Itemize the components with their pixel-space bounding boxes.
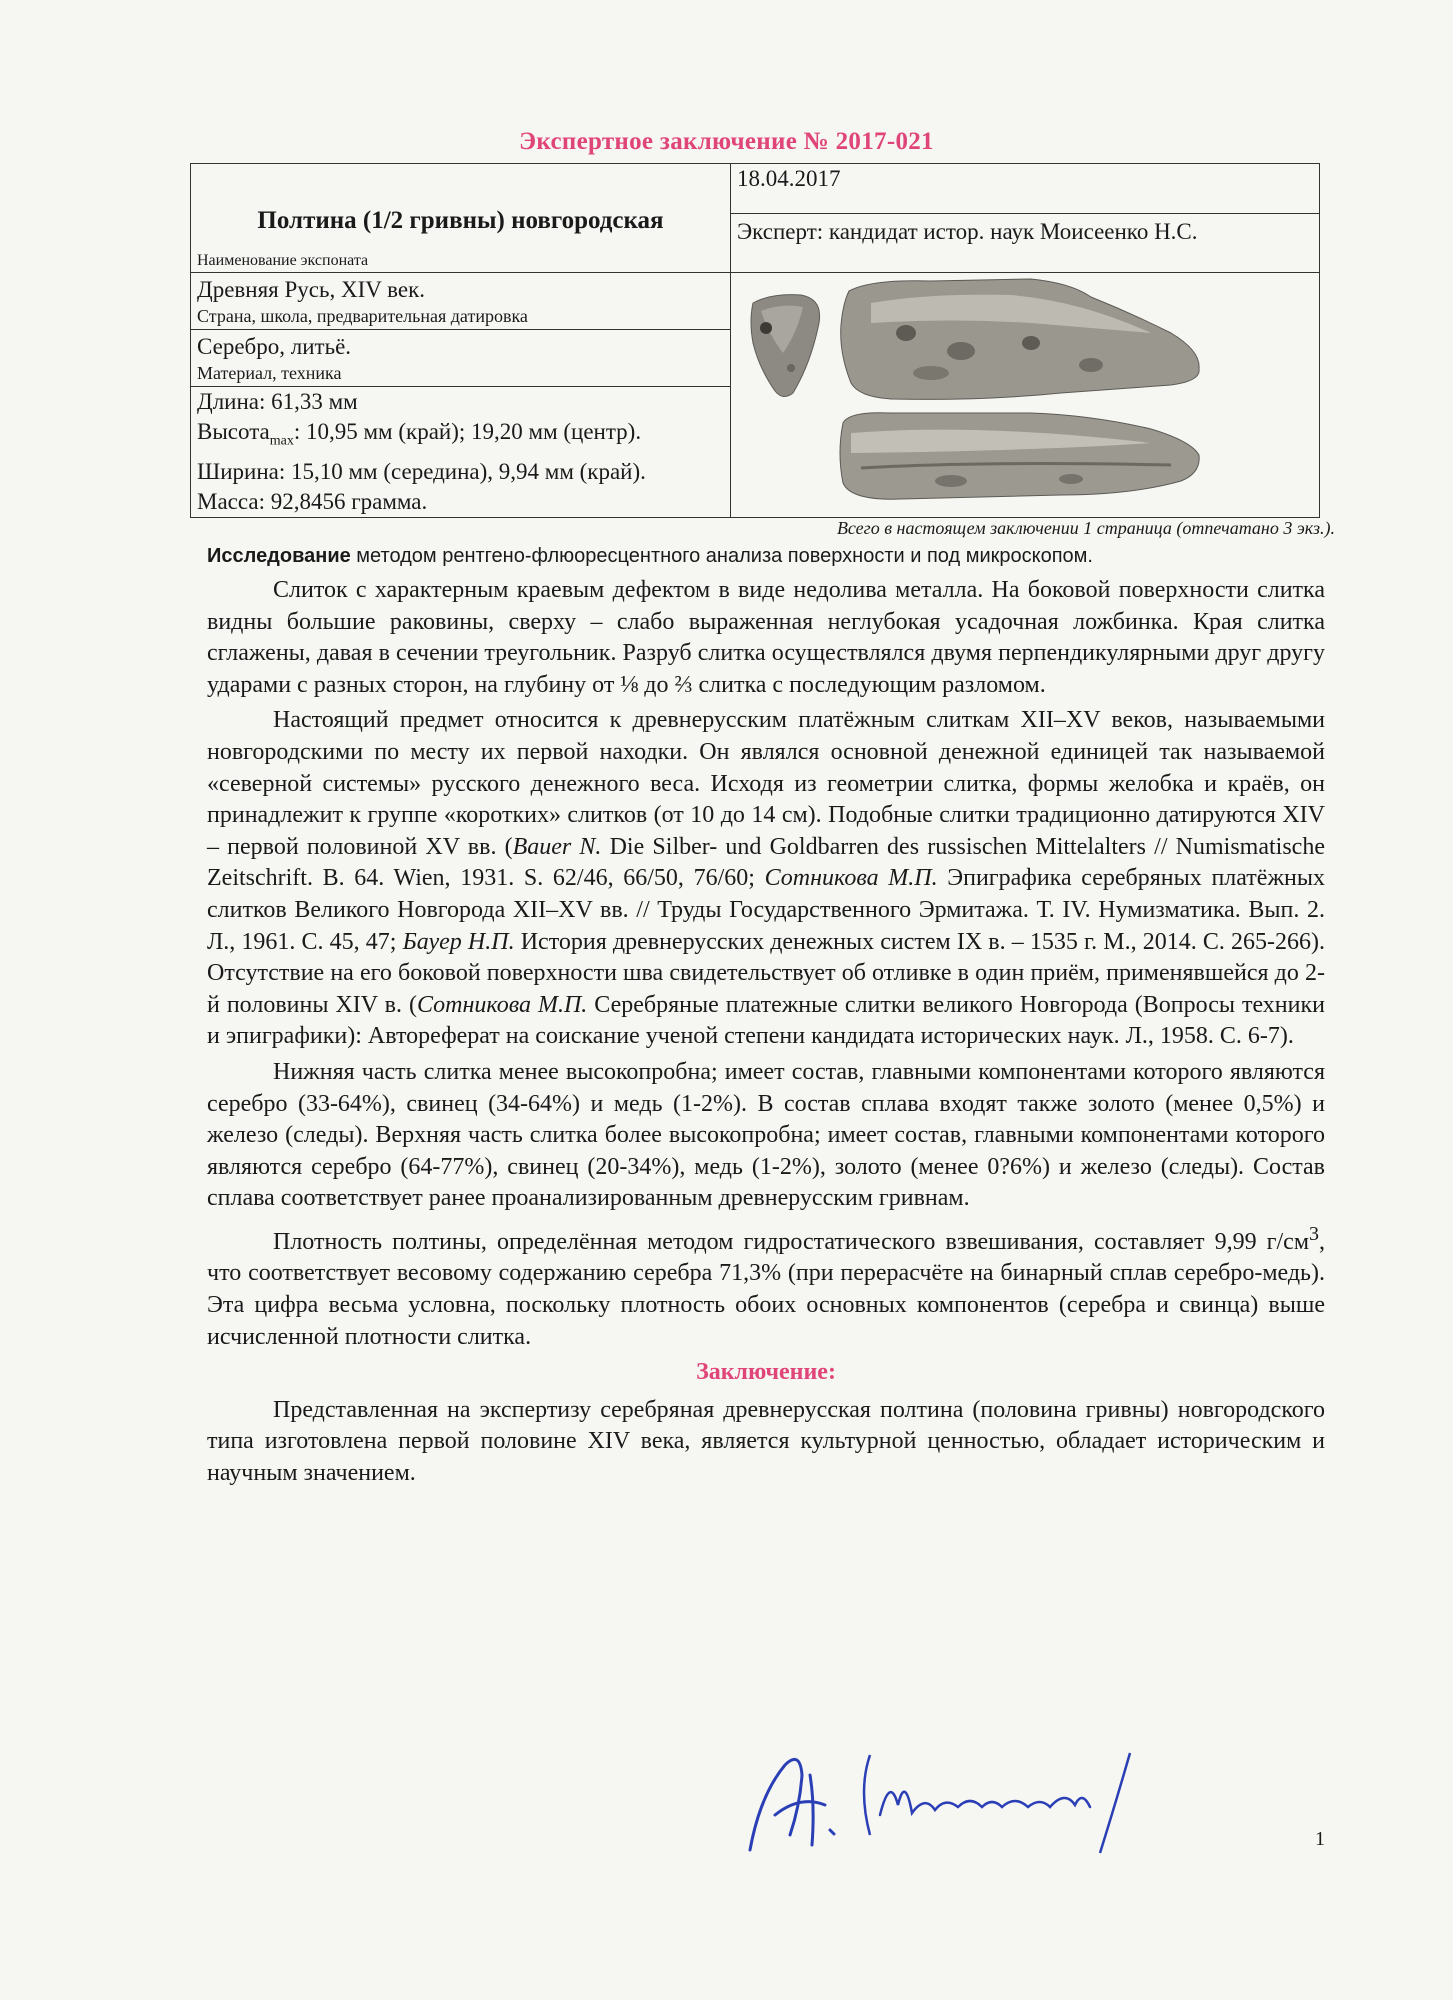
height-prefix: Высота bbox=[197, 419, 270, 444]
exhibit-card-table bbox=[190, 163, 1320, 518]
material-label: Материал, техника bbox=[197, 363, 342, 383]
p2-author-1: Bauer N. bbox=[512, 833, 602, 860]
p4-part-b: , что соответствует весовому содержанию серебра 71,3% (при перерасчёте на бинарный сплав серебро-медь). Эта цифра весьма условна, поскольку плотность обоих основных компонентов (серебра и свинца) выше исчисленной плотности слитка. bbox=[207, 1228, 1325, 1350]
paragraph-4 bbox=[207, 1219, 1325, 1353]
ingot-top-view-photo bbox=[840, 413, 1199, 499]
p2-part-c: Эпиграфика серебряных платёжных слитков Великого Новгорода XII–XV вв. // Труды Государственного Эрмитажа. Т. IV. Нумизматика. Вып. 2. Л., 1961. С. 45, 47; bbox=[207, 865, 1325, 955]
paragraph-2 bbox=[207, 705, 1325, 1053]
origin-cell bbox=[191, 273, 731, 330]
length-value: Длина: 61,33 мм bbox=[197, 389, 358, 414]
origin-value: Древняя Русь, XIV век. bbox=[197, 277, 426, 302]
p2-part-a: Настоящий предмет относится к древнерусским платёжным слиткам XII–XV веков, называемыми новгородскими по месту их первой находки. Он являлся основной денежной единицей так называемой «северной системы» русского денежного веса. Исходя из геометрии слитка, формы желобка и краёв, он принадлежит к группе «коротких» слитков (от 10 до 14 см). Подобные слитки традиционно датируются XIV – первой половиной XV вв. ( bbox=[207, 707, 1325, 860]
research-bold: Исследование bbox=[207, 545, 351, 567]
p2-author-2: Сотникова М.П. bbox=[764, 865, 938, 892]
report-body bbox=[207, 575, 1325, 1494]
mass-value: Масса: 92,8456 грамма. bbox=[197, 488, 428, 514]
exhibit-name: Полтина (1/2 гривны) новгородская bbox=[257, 207, 664, 234]
paragraph-1: Слиток с характерным краевым дефектом в виде недолива металла. На боковой поверхности слитка видны большие раковины, сверху – слабо выраженная неглубокая усадочная ложбинка. Края слитка сглажены, давая в сечении треугольник. Разруб слитка осуществлялся двумя перпендикулярными друг другу ударами с разных сторон, на глубину от ⅛ до ⅔ слитка с последующим разломом. bbox=[207, 577, 1325, 698]
pages-note: Всего в настоящем заключении 1 страница (отпечатано 3 экз.). bbox=[836, 518, 1335, 538]
exhibit-name-cell bbox=[191, 164, 731, 273]
page-number: 1 bbox=[1315, 1828, 1325, 1850]
p2-author-4: Сотникова М.П. bbox=[416, 991, 588, 1018]
paragraph-3: Нижняя часть слитка менее высокопробна; имеет состав, главными компонентами которого являются серебро (33-64%), свинец (34-64%) и медь (1-2%). В состав сплава входят также золото (менее 0,5%) и железо (следы). Верхняя часть слитка более высокопробна; имеет состав, главными компонентами которого являются серебро (64-77%), свинец (20-34%), медь (1-2%), золото (менее 0?6%) и железо (следы). Состав сплава соответствует ранее проанализированным древнерусским гривнам. bbox=[207, 1058, 1325, 1212]
research-line bbox=[207, 545, 1093, 568]
height-value bbox=[197, 417, 724, 457]
p2-author-3: Бауер Н.П. bbox=[402, 928, 515, 955]
expert-name: Эксперт: кандидат истор. наук Моисеенко Н.С. bbox=[731, 213, 1320, 272]
material-cell bbox=[191, 330, 731, 387]
height-sub: max bbox=[269, 433, 294, 449]
document-title: Экспертное заключение № 2017-021 bbox=[519, 128, 934, 155]
ingot-photos-cell bbox=[731, 273, 1320, 518]
conclusion-heading: Заключение: bbox=[696, 1359, 836, 1386]
p2-part-d: История древнерусских денежных систем IX в. – 1535 г. М., 2014. С. 265-266). Отсутствие на его боковой поверхности шва свидетельствует об отливке в один приём, применявшейся до 2-й половины XIV в. ( bbox=[207, 928, 1326, 1018]
exhibit-name-label: Наименование экспоната bbox=[197, 252, 369, 269]
ingot-side-view-photo bbox=[841, 279, 1199, 399]
p2-part-b: Die Silber- und Goldbarren des russischen Mittelalters // Numismatische Zeitschrift. B. 64. Wien, 1931. S. 62/46, 66/50, 76/60; bbox=[207, 833, 1325, 892]
p4-part-a: Плотность полтины, определённая методом гидростатического взвешивания, составляет 9,99 г/см bbox=[273, 1228, 1309, 1255]
ingot-end-view-photo bbox=[751, 295, 820, 397]
research-rest: методом рентгено-флюоресцентного анализа поверхности и под микроскопом. bbox=[350, 545, 1093, 567]
origin-label: Страна, школа, предварительная датировка bbox=[197, 306, 528, 326]
p2-part-e: Серебряные платежные слитки великого Новгорода (Вопросы техники и эпиграфики): Автореферат на соискание ученой степени кандидата исторических наук. Л., 1958. С. 6-7). bbox=[207, 991, 1325, 1050]
conclusion-text: Представленная на экспертизу серебряная древнерусская полтина (половина гривны) новгородского типа изготовлена первой половине XIV века, является культурной ценностью, обладает историческим и научным значением. bbox=[207, 1396, 1325, 1487]
report-date: 18.04.2017 bbox=[731, 164, 1320, 214]
ingot-photos bbox=[731, 273, 1313, 508]
p4-superscript: 3 bbox=[1309, 1222, 1319, 1245]
material-value: Серебро, литьё. bbox=[197, 334, 352, 359]
signature-mark bbox=[730, 1735, 1150, 1875]
width-value: Ширина: 15,10 мм (середина), 9,94 мм (край). bbox=[197, 458, 646, 484]
height-rest: : 10,95 мм (край); 19,20 мм (центр). bbox=[293, 419, 642, 444]
dimensions-cell bbox=[191, 387, 731, 518]
